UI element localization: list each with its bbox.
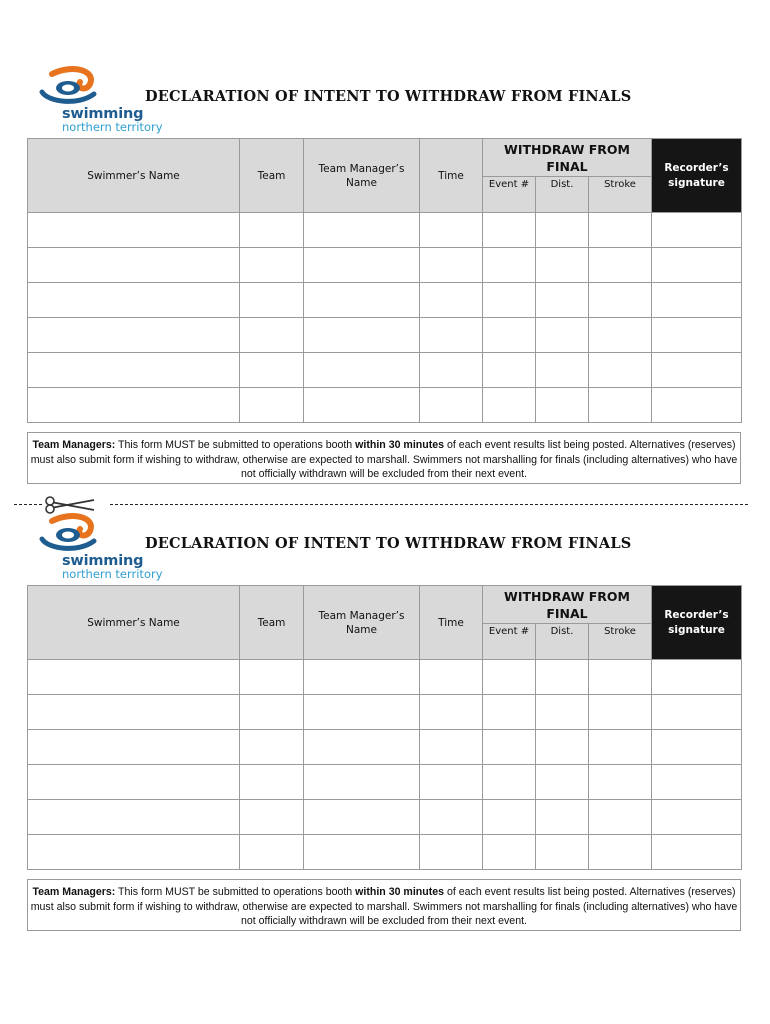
logo-text-northern-territory: northern territory — [62, 120, 163, 134]
cell-swimmer-name[interactable] — [28, 765, 240, 800]
cell-dist[interactable] — [536, 388, 589, 423]
cut-line-dash-right — [110, 504, 748, 505]
table-row — [28, 800, 742, 835]
header-event-number: Event # — [483, 177, 536, 213]
cell-dist[interactable] — [536, 283, 589, 318]
cell-team[interactable] — [240, 248, 304, 283]
note-text-1: This form MUST be submitted to operations booth — [115, 439, 356, 451]
swimming-nt-logo — [38, 513, 162, 585]
cell-team-manager[interactable] — [304, 248, 420, 283]
cell-swimmer-name[interactable] — [28, 730, 240, 765]
header-stroke: Stroke — [589, 624, 652, 660]
cell-stroke[interactable] — [589, 835, 652, 870]
cell-team-manager[interactable] — [304, 730, 420, 765]
cell-stroke[interactable] — [589, 660, 652, 695]
cell-time[interactable] — [420, 835, 483, 870]
cell-team-manager[interactable] — [304, 765, 420, 800]
cell-dist[interactable] — [536, 800, 589, 835]
cell-event[interactable] — [483, 800, 536, 835]
cell-stroke[interactable] — [589, 388, 652, 423]
cell-swimmer-name[interactable] — [28, 835, 240, 870]
cell-recorder-signature[interactable] — [652, 765, 742, 800]
cell-event[interactable] — [483, 730, 536, 765]
cell-team-manager[interactable] — [304, 213, 420, 248]
swimmer-swirl-icon — [38, 513, 108, 557]
cell-team[interactable] — [240, 353, 304, 388]
cell-time[interactable] — [420, 318, 483, 353]
cell-team-manager[interactable] — [304, 388, 420, 423]
scissors-icon — [44, 496, 96, 514]
cell-dist[interactable] — [536, 765, 589, 800]
logo-text-swimming: swimming — [62, 553, 144, 569]
header-swimmer-name: Swimmer’s Name — [28, 586, 240, 660]
header-event-number: Event # — [483, 624, 536, 660]
team-managers-note — [27, 879, 741, 931]
cell-event[interactable] — [483, 388, 536, 423]
cell-recorder-signature[interactable] — [652, 835, 742, 870]
header-time: Time — [420, 586, 483, 660]
cell-recorder-signature[interactable] — [652, 318, 742, 353]
cell-recorder-signature[interactable] — [652, 248, 742, 283]
header-withdraw-from-final: WITHDRAW FROM FINAL — [483, 139, 652, 177]
cell-team-manager[interactable] — [304, 353, 420, 388]
form-title: DECLARATION OF INTENT TO WITHDRAW FROM FINALS — [145, 535, 632, 552]
cell-swimmer-name[interactable] — [28, 213, 240, 248]
cell-dist[interactable] — [536, 695, 589, 730]
cell-team-manager[interactable] — [304, 800, 420, 835]
form-title: DECLARATION OF INTENT TO WITHDRAW FROM FINALS — [145, 88, 632, 105]
cell-stroke[interactable] — [589, 765, 652, 800]
cell-recorder-signature[interactable] — [652, 388, 742, 423]
cell-swimmer-name[interactable] — [28, 318, 240, 353]
header-withdraw-from-final: WITHDRAW FROM FINAL — [483, 586, 652, 624]
withdraw-table — [27, 585, 742, 870]
cell-dist[interactable] — [536, 660, 589, 695]
cell-event[interactable] — [483, 283, 536, 318]
cell-team[interactable] — [240, 660, 304, 695]
cell-recorder-signature[interactable] — [652, 353, 742, 388]
cell-event[interactable] — [483, 835, 536, 870]
cell-stroke[interactable] — [589, 695, 652, 730]
header-team: Team — [240, 586, 304, 660]
cell-time[interactable] — [420, 660, 483, 695]
note-lead: Team Managers: — [32, 886, 116, 898]
cell-time[interactable] — [420, 353, 483, 388]
withdraw-table — [27, 138, 742, 423]
cell-team[interactable] — [240, 318, 304, 353]
table-row — [28, 248, 742, 283]
cell-recorder-signature[interactable] — [652, 213, 742, 248]
table-row — [28, 388, 742, 423]
table-row — [28, 835, 742, 870]
cell-dist[interactable] — [536, 353, 589, 388]
cell-time[interactable] — [420, 213, 483, 248]
note-lead: Team Managers: — [32, 439, 116, 451]
cell-swimmer-name[interactable] — [28, 353, 240, 388]
cell-stroke[interactable] — [589, 353, 652, 388]
note-bold-deadline: within 30 minutes — [355, 439, 445, 451]
logo-text-northern-territory: northern territory — [62, 567, 163, 581]
cell-event[interactable] — [483, 660, 536, 695]
cell-team[interactable] — [240, 283, 304, 318]
cell-event[interactable] — [483, 248, 536, 283]
table-row — [28, 695, 742, 730]
table-row — [28, 765, 742, 800]
cell-team[interactable] — [240, 388, 304, 423]
header-team: Team — [240, 139, 304, 213]
header-recorder-signature: Recorder’s signature — [652, 586, 742, 660]
cell-swimmer-name[interactable] — [28, 695, 240, 730]
header-swimmer-name: Swimmer’s Name — [28, 139, 240, 213]
table-row — [28, 730, 742, 765]
header-team-manager-name: Team Manager’s Name — [304, 139, 420, 213]
cell-time[interactable] — [420, 388, 483, 423]
table-row — [28, 318, 742, 353]
cell-team-manager[interactable] — [304, 695, 420, 730]
cell-team-manager[interactable] — [304, 835, 420, 870]
cell-stroke[interactable] — [589, 248, 652, 283]
cell-time[interactable] — [420, 765, 483, 800]
cell-swimmer-name[interactable] — [28, 800, 240, 835]
table-row — [28, 660, 742, 695]
cell-time[interactable] — [420, 248, 483, 283]
cell-team[interactable] — [240, 213, 304, 248]
logo-text-swimming: swimming — [62, 106, 144, 122]
header-stroke: Stroke — [589, 177, 652, 213]
header-distance: Dist. — [536, 624, 589, 660]
table-row — [28, 213, 742, 248]
swimmer-swirl-icon — [38, 66, 108, 110]
header-team-manager-name: Team Manager’s Name — [304, 586, 420, 660]
cell-dist[interactable] — [536, 213, 589, 248]
cell-team[interactable] — [240, 835, 304, 870]
cell-stroke[interactable] — [589, 800, 652, 835]
cell-time[interactable] — [420, 695, 483, 730]
cell-swimmer-name[interactable] — [28, 283, 240, 318]
team-managers-note — [27, 432, 741, 484]
cell-team-manager[interactable] — [304, 283, 420, 318]
cell-event[interactable] — [483, 765, 536, 800]
cell-team[interactable] — [240, 765, 304, 800]
cell-recorder-signature[interactable] — [652, 695, 742, 730]
cell-time[interactable] — [420, 283, 483, 318]
cell-team[interactable] — [240, 695, 304, 730]
cell-dist[interactable] — [536, 730, 589, 765]
cell-time[interactable] — [420, 730, 483, 765]
cell-swimmer-name[interactable] — [28, 660, 240, 695]
cell-event[interactable] — [483, 318, 536, 353]
note-bold-deadline: within 30 minutes — [355, 886, 445, 898]
cell-team[interactable] — [240, 800, 304, 835]
cell-dist[interactable] — [536, 318, 589, 353]
cell-dist[interactable] — [536, 835, 589, 870]
cell-team-manager[interactable] — [304, 660, 420, 695]
note-text-2: of each event results list being posted. Alternatives (reserves) must also submit form if wishing to withdraw, otherwise are expected to marshall. Swimmers not marshalling for finals (including alternatives) who have not officially withdrawn will be excluded from their next event. — [30, 886, 738, 927]
cell-event[interactable] — [483, 353, 536, 388]
header-distance: Dist. — [536, 177, 589, 213]
cell-team-manager[interactable] — [304, 318, 420, 353]
cell-recorder-signature[interactable] — [652, 660, 742, 695]
cell-swimmer-name[interactable] — [28, 248, 240, 283]
header-time: Time — [420, 139, 483, 213]
cut-line-dash-left — [14, 504, 42, 505]
cell-stroke[interactable] — [589, 318, 652, 353]
swimming-nt-logo — [38, 66, 162, 138]
cell-recorder-signature[interactable] — [652, 283, 742, 318]
cell-team[interactable] — [240, 730, 304, 765]
cell-event[interactable] — [483, 695, 536, 730]
cell-time[interactable] — [420, 800, 483, 835]
table-row — [28, 283, 742, 318]
table-row — [28, 353, 742, 388]
note-text-2: of each event results list being posted. Alternatives (reserves) must also submit form if wishing to withdraw, otherwise are expected to marshall. Swimmers not marshalling for finals (including alternatives) who have not officially withdrawn will be excluded from their next event. — [30, 439, 738, 480]
cell-recorder-signature[interactable] — [652, 730, 742, 765]
cell-swimmer-name[interactable] — [28, 388, 240, 423]
cell-stroke[interactable] — [589, 730, 652, 765]
cell-recorder-signature[interactable] — [652, 800, 742, 835]
header-recorder-signature: Recorder’s signature — [652, 139, 742, 213]
cell-stroke[interactable] — [589, 213, 652, 248]
cell-stroke[interactable] — [589, 283, 652, 318]
cell-event[interactable] — [483, 213, 536, 248]
cell-dist[interactable] — [536, 248, 589, 283]
note-text-1: This form MUST be submitted to operations booth — [115, 886, 356, 898]
